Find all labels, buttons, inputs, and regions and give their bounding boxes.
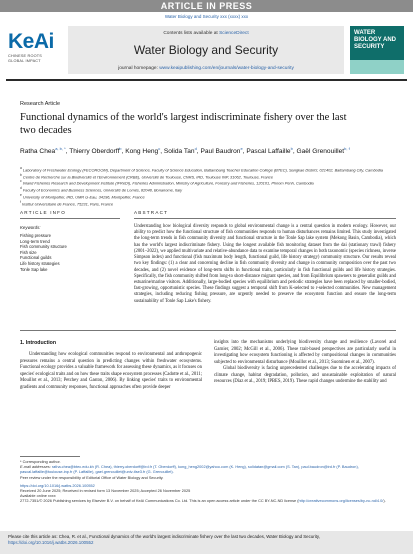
intro-left-column bbox=[20, 352, 202, 391]
keyword-item: Fish size bbox=[20, 249, 37, 255]
received-dates: Received 20 June 2025; Received in revised form 13 November 2025; Accepted 26 November 2025 bbox=[20, 489, 191, 494]
available-online: Available online xxxx bbox=[20, 494, 56, 499]
license-suffix: ). bbox=[383, 499, 386, 504]
affiliation-text: University of Montpellier, IRD, UMR G-Eau, 34196, Montpellier, France bbox=[22, 194, 145, 200]
keyword-item: Long-term trend bbox=[20, 238, 50, 244]
author-separator: , bbox=[121, 148, 126, 156]
intro-paragraph: Understanding how ecological communities respond to environmental and anthropogenic pressures remains a central question in predicting changes within freshwater ecosystems. Functional ecology provides a valuable framework for assessing these dynamics, as it focuses on species' ecological traits and on how these traits shape ecosystem processes (Cadotte et al., 2011; Mouillot et al., 2013; Petchey and Gaston, 2006). By linking species' traits to environmental gradients and community responses, functional approaches often provide deeper bbox=[20, 352, 202, 390]
license-link[interactable]: http://creativecommons.org/licenses/by-nc-nd/4.0/ bbox=[298, 499, 384, 504]
keyword-item: Fishing pressure bbox=[20, 233, 51, 238]
author-affiliation-marker[interactable]: d bbox=[194, 146, 197, 151]
keyword-list bbox=[20, 233, 120, 272]
homepage-line bbox=[68, 66, 344, 71]
license-prefix: 2772-7351/© 2026 Publishing services by Elsevier B.V. on behalf of KeAi Communications Co. Ltd. This is an open access article under the CC BY-NC-ND license ( bbox=[20, 499, 299, 504]
affiliation-item bbox=[20, 166, 395, 173]
license-statement bbox=[20, 499, 398, 504]
affiliation-text: Laboratory of Freshwater Ecology (FECOROOM), Department of Science, Faculty of Science Education, Battambang Teacher Education College (BTEC), Sangkae District, 021402, Battambang City, Cambodia bbox=[22, 167, 383, 173]
author-separator: , bbox=[160, 148, 164, 156]
affiliation-label: d bbox=[20, 186, 22, 191]
affiliation-item bbox=[20, 186, 395, 193]
abstract-text: Understanding how biological diversity responds to global environmental change is a central question in modern ecology. However, our ability to predict how the functional structure of fish communities responds to human disturbances remains limited. This study investigated the long-term trends in fish community diversity and functional structure in the Tonle Sap lake system (Mekong Basin, Cambodia), which has the world's largest indiscriminate fishery. Using the longest available fish monitoring dataset from the dai (stationary trawl) fishery (2001–2022), we applied multivariate and relative-abundance data to examine temporal changes in both taxonomic (species richness, inverse Simpson index) and functional (fish maximum body length, functional guild, life history strategy) community structure. Our results reveal two key findings: (1) a clear and concerning decline in fish community diversity and change in community composition over the past two decades, and (2) novel evidence of long-term shifts in functional traits, particularly in fish functional guilds and life history strategies. Specifically, the fish community shifted from long-to short-distance migrant species, and from Equilibrium spawners to generalist guilds and estuarine/marine visitors. Additionally, large-bodied species with equilibrium and periodic strategies have been replaced by smaller-bodied, fast-growing, opportunistic species. These findings suggest a temporal shift from K-selected to r-selected communities. New management strategies, including reducing fishing pressure, are urgently needed to preserve the ecosystem function and ensure the long-term sustainability of Tonle Sap Lake's fishery. bbox=[134, 224, 396, 304]
masthead-divider bbox=[6, 79, 407, 81]
article-info-rule bbox=[20, 218, 120, 219]
author-separator: , bbox=[292, 148, 297, 156]
journal-masthead bbox=[6, 24, 407, 76]
abstract-rule bbox=[134, 218, 396, 219]
cover-title: WATER BIOLOGY AND SECURITY bbox=[354, 30, 397, 50]
affiliation-item bbox=[20, 173, 395, 180]
affiliation-text: Centre de Recherche sur la Biodiversité et l'Environnement (CRBE), Université de Toulouse, CNRS, IRD, Toulouse INP, 31062, Toulouse, France bbox=[22, 174, 273, 179]
author-list bbox=[20, 144, 395, 156]
intro-right-column bbox=[214, 340, 396, 386]
contents-prefix: Contents lists available at bbox=[163, 31, 220, 36]
citation-box bbox=[0, 531, 413, 554]
journal-homepage-link[interactable]: www.keaipublishing.com/en/journals/water-biology-and-security bbox=[159, 66, 294, 71]
email-addresses bbox=[20, 465, 398, 475]
logo-tagline-2: GLOBAL IMPACT bbox=[8, 58, 41, 63]
author-affiliation-marker[interactable]: b bbox=[290, 146, 293, 151]
journal-info-box bbox=[68, 26, 344, 74]
corresponding-author-note: * Corresponding author. bbox=[20, 460, 61, 464]
intro-paragraph: insights into the mechanisms underlying biodiversity change and resilience (Lavorel and Garnier, 2002; McGill et al., 2006). These trait-based perspectives are particularly useful in investigating how ecosystem functioning is affected by compositional changes in communities subjected to environmental disturbance (Mouillot et al., 2013; Suominen et al., 2007). bbox=[214, 340, 396, 365]
author-affiliation-marker[interactable]: a, b, * bbox=[55, 146, 66, 151]
author-affiliation-marker[interactable]: c bbox=[158, 146, 161, 151]
journal-title: Water Biology and Security bbox=[133, 43, 279, 57]
author-name[interactable]: Pascal Laffaille bbox=[246, 148, 291, 156]
homepage-prefix: journal homepage: bbox=[118, 66, 160, 71]
keyword-item: Functional guilds bbox=[20, 255, 52, 261]
doi-link[interactable]: https://doi.org/10.1016/j.watbs.2026.100552 bbox=[20, 483, 95, 488]
author-name[interactable]: Paul Baudron bbox=[200, 148, 241, 156]
footnote-rule bbox=[20, 456, 80, 457]
journal-cover-thumbnail bbox=[350, 26, 404, 74]
author-affiliation-marker[interactable]: b bbox=[119, 146, 122, 151]
author-name[interactable]: Kong Heng bbox=[125, 148, 159, 156]
affiliation-text: Faculty of Economics and Business Sciences, Université de Lomés, 82048, Bonanome, Italy bbox=[22, 187, 183, 193]
keyword-item: Tonle Sap lake bbox=[20, 266, 48, 272]
affiliation-item bbox=[20, 179, 395, 186]
sciencedirect-link[interactable]: ScienceDirect bbox=[219, 31, 249, 36]
article-title: Functional dynamics of the world's largest indiscriminate fishery over the last two decades bbox=[20, 112, 347, 136]
keywords-label: Keywords: bbox=[20, 225, 41, 230]
citation-doi-link[interactable]: https://doi.org/10.1016/j.watbs.2026.100552 bbox=[8, 540, 94, 545]
affiliation-item bbox=[20, 193, 395, 200]
journal-reference[interactable]: Water Biology and Security xxx (xxxx) xxx bbox=[164, 14, 249, 19]
author-name[interactable]: Gaël Grenouillet bbox=[296, 148, 345, 156]
author-separator: , bbox=[196, 148, 201, 156]
contents-line bbox=[68, 31, 344, 36]
affiliation-item bbox=[20, 200, 395, 207]
affiliation-label: a bbox=[20, 166, 22, 170]
affiliation-text: Inland Fisheries Research and Development Institute (IFReDI), Fisheries Administration, Ministry of Agriculture, Forestry and Fisheries, 120101, Phnom Penh, Cambodia bbox=[22, 180, 314, 186]
author-separator: , bbox=[65, 148, 70, 156]
author-affiliation-marker[interactable]: b, f bbox=[344, 146, 350, 151]
article-info-heading: ARTICLE INFO bbox=[20, 210, 66, 215]
article-in-press-banner: ARTICLE IN PRESS bbox=[0, 0, 413, 12]
emails-label: E-mail addresses: bbox=[20, 465, 52, 470]
affiliation-list bbox=[20, 166, 395, 206]
keyword-item: Fish community structure bbox=[20, 244, 67, 250]
affiliation-label: c bbox=[20, 179, 22, 184]
introduction-heading: 1. Introduction bbox=[20, 340, 57, 346]
abstract-heading: ABSTRACT bbox=[134, 210, 169, 215]
logo-wordmark: KeAi bbox=[8, 30, 54, 53]
logo-tagline-1: CHINESE ROOTS bbox=[8, 54, 43, 58]
affiliation-label: b bbox=[20, 172, 22, 177]
author-affiliation-marker[interactable]: e bbox=[240, 146, 243, 151]
author-name[interactable]: Solida Tan bbox=[163, 148, 195, 156]
citation-prefix: Please cite this article as: Chea, R. et al., Functional dynamics of the world's largest indiscriminate fishery over the last two decades, Water Biology and Security, bbox=[8, 534, 320, 539]
footnotes bbox=[20, 460, 398, 505]
email-list[interactable]: ratha.chea@btec.edu.kh (R. Chea), thierry.oberdorff@ird.fr (T. Oberdorff), kong_heng2002@yahoo.com (K. Heng), solidatan@gmail.com (S. Tan), paul.baudron@ird.fr (P. Baudron), pascal.laffaille@toulouse-inp.fr (P. Laffaille), gael.grenouillet@univ-tlse3.fr (G. Grenouillet). bbox=[20, 465, 359, 475]
intro-paragraph: Global biodiversity is facing unprecedented challenges due to the accelerating impacts of climate change, habitat degradation, pollution, and unsustainable exploitation of natural resources (Díaz et al., 2019; IPBES, 2019). These rapid changes undermine the stability and bbox=[214, 366, 396, 384]
abstract-bottom-rule bbox=[20, 330, 396, 331]
author-name[interactable]: Thierry Oberdorff bbox=[69, 148, 120, 156]
affiliation-label: f bbox=[20, 199, 21, 204]
affiliation-label: e bbox=[20, 192, 22, 197]
affiliation-text: Institut Universitaire de France, 75231, Paris, France bbox=[22, 200, 114, 206]
keai-logo bbox=[8, 30, 64, 70]
article-type: Research Article bbox=[20, 101, 61, 107]
author-name[interactable]: Ratha Chea bbox=[20, 148, 56, 156]
keyword-item: Life history strategies bbox=[20, 260, 60, 266]
peer-review-note: Peer review under the responsibility of Editorial Office of Water Biology and Security. bbox=[20, 475, 164, 480]
cover-stripe bbox=[350, 60, 404, 74]
author-separator: , bbox=[242, 148, 247, 156]
